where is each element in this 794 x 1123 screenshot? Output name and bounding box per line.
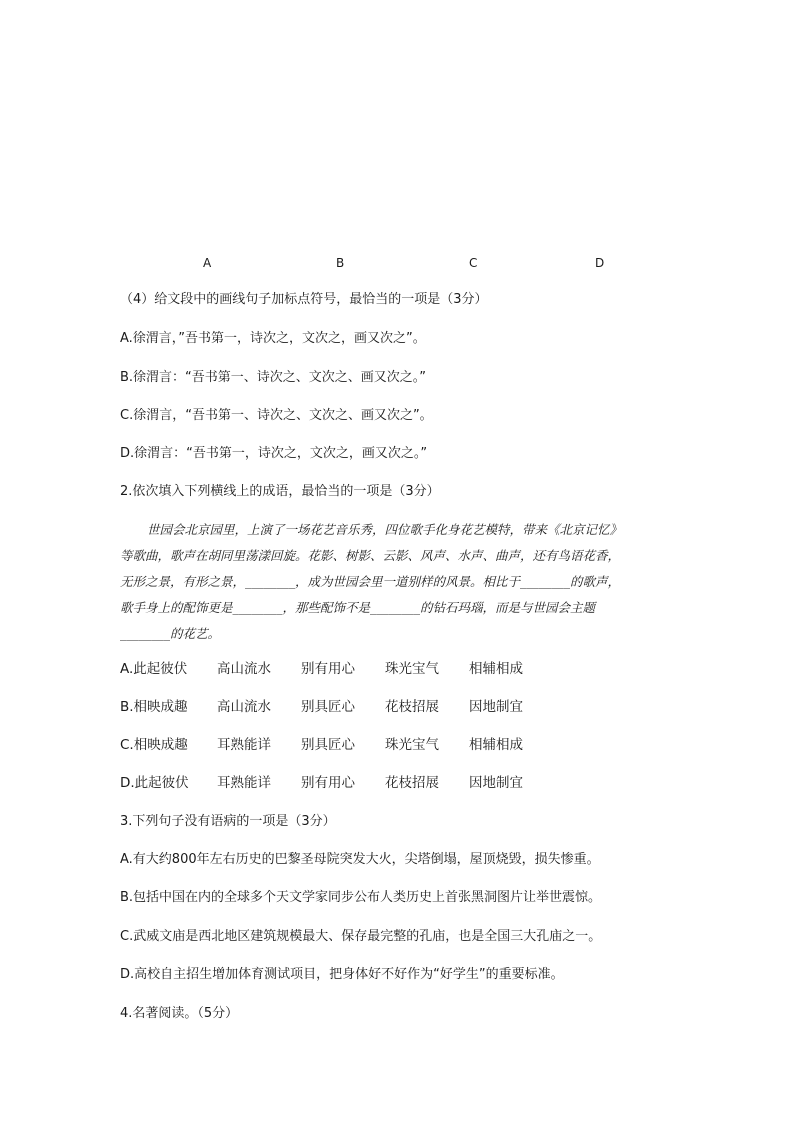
question-4-stem: （4）给文段中的画线句子加标点符号，最恰当的一项是（3分） (120, 292, 488, 307)
choice-letter-b: B (336, 256, 345, 270)
option-term: 耳熟能详 (217, 775, 271, 791)
question-4-reading-stem: 4.名著阅读。（5分） (120, 1006, 239, 1021)
choice-letter-d: D (595, 256, 605, 270)
option-term: 高山流水 (217, 661, 271, 677)
question-3-stem: 3.下列句子没有语病的一项是（3分） (120, 814, 336, 829)
question-4-option-d: D.徐渭言：“吾书第一，诗次之，文次之，画又次之。” (120, 446, 428, 461)
option-term: 因地制宜 (469, 775, 523, 791)
option-term: 别具匠心 (301, 699, 355, 715)
option-term: 别有用心 (301, 661, 355, 677)
choice-letter-a: A (203, 256, 212, 270)
option-term: 因地制宜 (469, 699, 523, 715)
question-2-stem: 2.依次填入下列横线上的成语，最恰当的一项是（3分） (120, 484, 440, 499)
question-4-option-b: B.徐渭言：“吾书第一、诗次之、文次之、画又次之。” (120, 370, 427, 385)
option-term: 高山流水 (217, 699, 271, 715)
option-term: 花枝招展 (385, 775, 439, 791)
option-term: 相辅相成 (469, 661, 523, 677)
passage-line: ________的花艺。 (120, 626, 221, 641)
question-2-passage (120, 517, 680, 647)
question-4-option-a: A.徐渭言，”吾书第一，诗次之，文次之，画又次之”。 (120, 331, 426, 346)
option-term: 花枝招展 (385, 699, 439, 715)
question-4-option-c: C.徐渭言，“吾书第一、诗次之、文次之、画又次之”。 (120, 408, 433, 423)
option-term: 别具匠心 (301, 737, 355, 753)
option-term: 珠光宝气 (385, 661, 439, 677)
option-term: 别有用心 (301, 775, 355, 791)
question-3-option-d: D.高校自主招生增加体育测试项目，把身体好不好作为“好学生”的重要标准。 (120, 967, 564, 982)
passage-line: 等歌曲，歌声在胡同里荡漾回旋。花影、树影、云影、风声、水声、曲声，还有鸟语花香， (120, 548, 621, 563)
option-term: C.相映成趣 (120, 737, 188, 753)
option-term: 相辅相成 (469, 737, 523, 753)
passage-line: 世园会北京园里，上演了一场花艺音乐秀，四位歌手化身花艺模特，带来《北京记忆》 (147, 522, 623, 537)
choice-letter-c: C (469, 256, 478, 270)
question-3-option-b: B.包括中国在内的全球多个天文学家同步公布人类历史上首张黑洞图片让举世震惊。 (120, 890, 602, 905)
passage-line: 歌手身上的配饰更是________，那些配饰不是________的钻石玛瑙，而是与世园会主题 (120, 600, 596, 615)
passage-line: 无形之景，有形之景，________，成为世园会里一道别样的风景。相比于________的歌声， (120, 574, 621, 589)
question-3-option-a: A.有大约800年左右历史的巴黎圣母院突发大火，尖塔倒塌，屋顶烧毁，损失惨重。 (120, 852, 600, 867)
option-term: 珠光宝气 (385, 737, 439, 753)
option-term: B.相映成趣 (120, 699, 188, 715)
option-term: A.此起彼伏 (120, 661, 188, 677)
question-3-option-c: C.武威文庙是西北地区建筑规模最大、保存最完整的孔庙，也是全国三大孔庙之一。 (120, 929, 602, 944)
option-term: 耳熟能详 (217, 737, 271, 753)
option-term: D.此起彼伏 (120, 775, 189, 791)
